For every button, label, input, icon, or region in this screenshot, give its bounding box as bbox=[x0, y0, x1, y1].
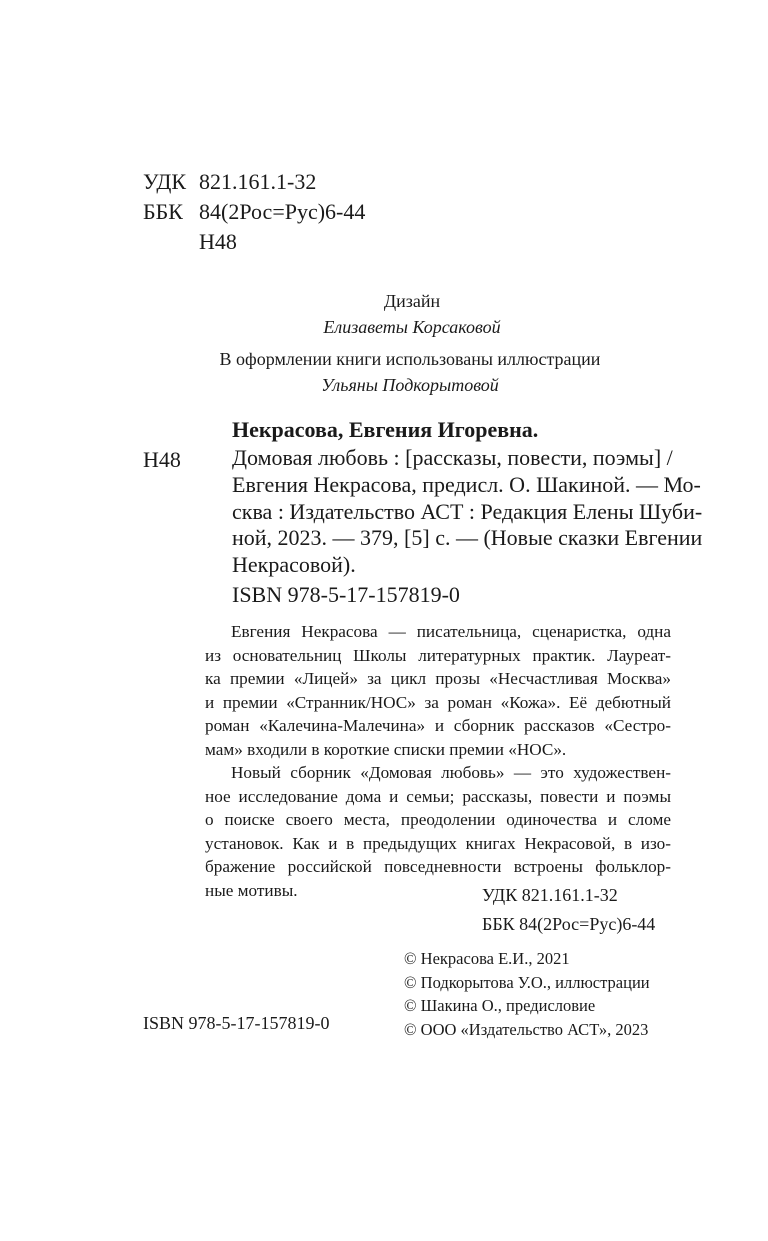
author-heading: Некрасова, Евгения Игоревна. bbox=[232, 417, 539, 442]
annotation bbox=[205, 620, 671, 902]
copyright-line: © Шакина О., предисловие bbox=[404, 996, 596, 1015]
designer-name: Елизаветы Корсаковой bbox=[323, 317, 501, 337]
udk-right: УДК 821.161.1-32 bbox=[482, 885, 618, 905]
udk-value: 821.161.1-32 bbox=[199, 169, 317, 194]
bib-line: Домовая любовь : [рассказы, повести, поэмы] / bbox=[232, 445, 673, 470]
annotation-line: о поиске своего места, преодолении одиночества и сломе bbox=[205, 810, 671, 829]
bbk-label: ББК bbox=[143, 199, 183, 224]
annotation-line: ка премии «Лицей» за цикл прозы «Несчастливая Москва» bbox=[205, 669, 671, 688]
annotation-line: мам» входили в короткие списки премии «НОС». bbox=[205, 739, 567, 759]
bbk-value: 84(2Рос=Рус)6-44 bbox=[199, 199, 366, 224]
copyright-line: © ООО «Издательство АСТ», 2023 bbox=[404, 1019, 649, 1039]
bbk-row bbox=[143, 197, 365, 227]
bibliographic-description bbox=[232, 445, 703, 579]
udk-row bbox=[143, 167, 365, 197]
design-credit bbox=[208, 288, 616, 340]
isbn-main: ISBN 978-5-17-157819-0 bbox=[232, 582, 460, 607]
classification-block bbox=[143, 167, 365, 257]
isbn-footer: ISBN 978-5-17-157819-0 bbox=[143, 1013, 330, 1033]
annotation-line: роман «Калечина-Малечина» и сборник рассказов «Сестро- bbox=[205, 716, 671, 735]
copyright-block bbox=[404, 947, 650, 1041]
annotation-line: из основательниц Школы литературных практик. Лауреат- bbox=[205, 645, 671, 665]
bib-line: Некрасовой). bbox=[232, 552, 356, 578]
illustrator-name: Ульяны Подкорытовой bbox=[321, 375, 499, 395]
annotation-line: Новый сборник «Домовая любовь» — это художествен- bbox=[231, 763, 671, 782]
annotation-line: ное исследование дома и семьи; рассказы, повести и поэмы bbox=[205, 786, 671, 806]
copyright-line: © Подкорытова У.О., иллюстрации bbox=[404, 972, 650, 992]
author-mark-row bbox=[143, 227, 365, 257]
illustrations-caption: В оформлении книги использованы иллюстрации bbox=[219, 349, 601, 369]
illustrations-credit bbox=[200, 346, 620, 398]
codes-right bbox=[482, 881, 655, 939]
design-caption: Дизайн bbox=[383, 291, 441, 311]
bib-line: ной, 2023. — 379, [5] с. — (Новые сказки Евгении bbox=[232, 525, 703, 551]
copyright-line: © Некрасова Е.И., 2021 bbox=[404, 949, 570, 968]
annotation-line: ные мотивы. bbox=[205, 880, 298, 900]
udk-label: УДК bbox=[143, 169, 187, 194]
author-mark: Н48 bbox=[143, 447, 181, 472]
author-mark-top: Н48 bbox=[199, 229, 237, 254]
annotation-line: и премии «Странник/НОС» за роман «Кожа». Её дебютный bbox=[205, 692, 671, 712]
bbk-right: ББК 84(2Рос=Рус)6-44 bbox=[482, 914, 656, 934]
bib-line: Евгения Некрасова, предисл. О. Шакиной. — Мо- bbox=[232, 471, 701, 497]
bib-line: сква : Издательство АСТ : Редакция Елены Шуби- bbox=[232, 498, 703, 524]
annotation-line: бражение российской повседневности встроены фольклор- bbox=[205, 857, 671, 876]
annotation-line: установок. Как и в предыдущих книгах Некрасовой, в изо- bbox=[205, 833, 671, 853]
annotation-line: Евгения Некрасова — писательница, сценаристка, одна bbox=[231, 622, 671, 641]
